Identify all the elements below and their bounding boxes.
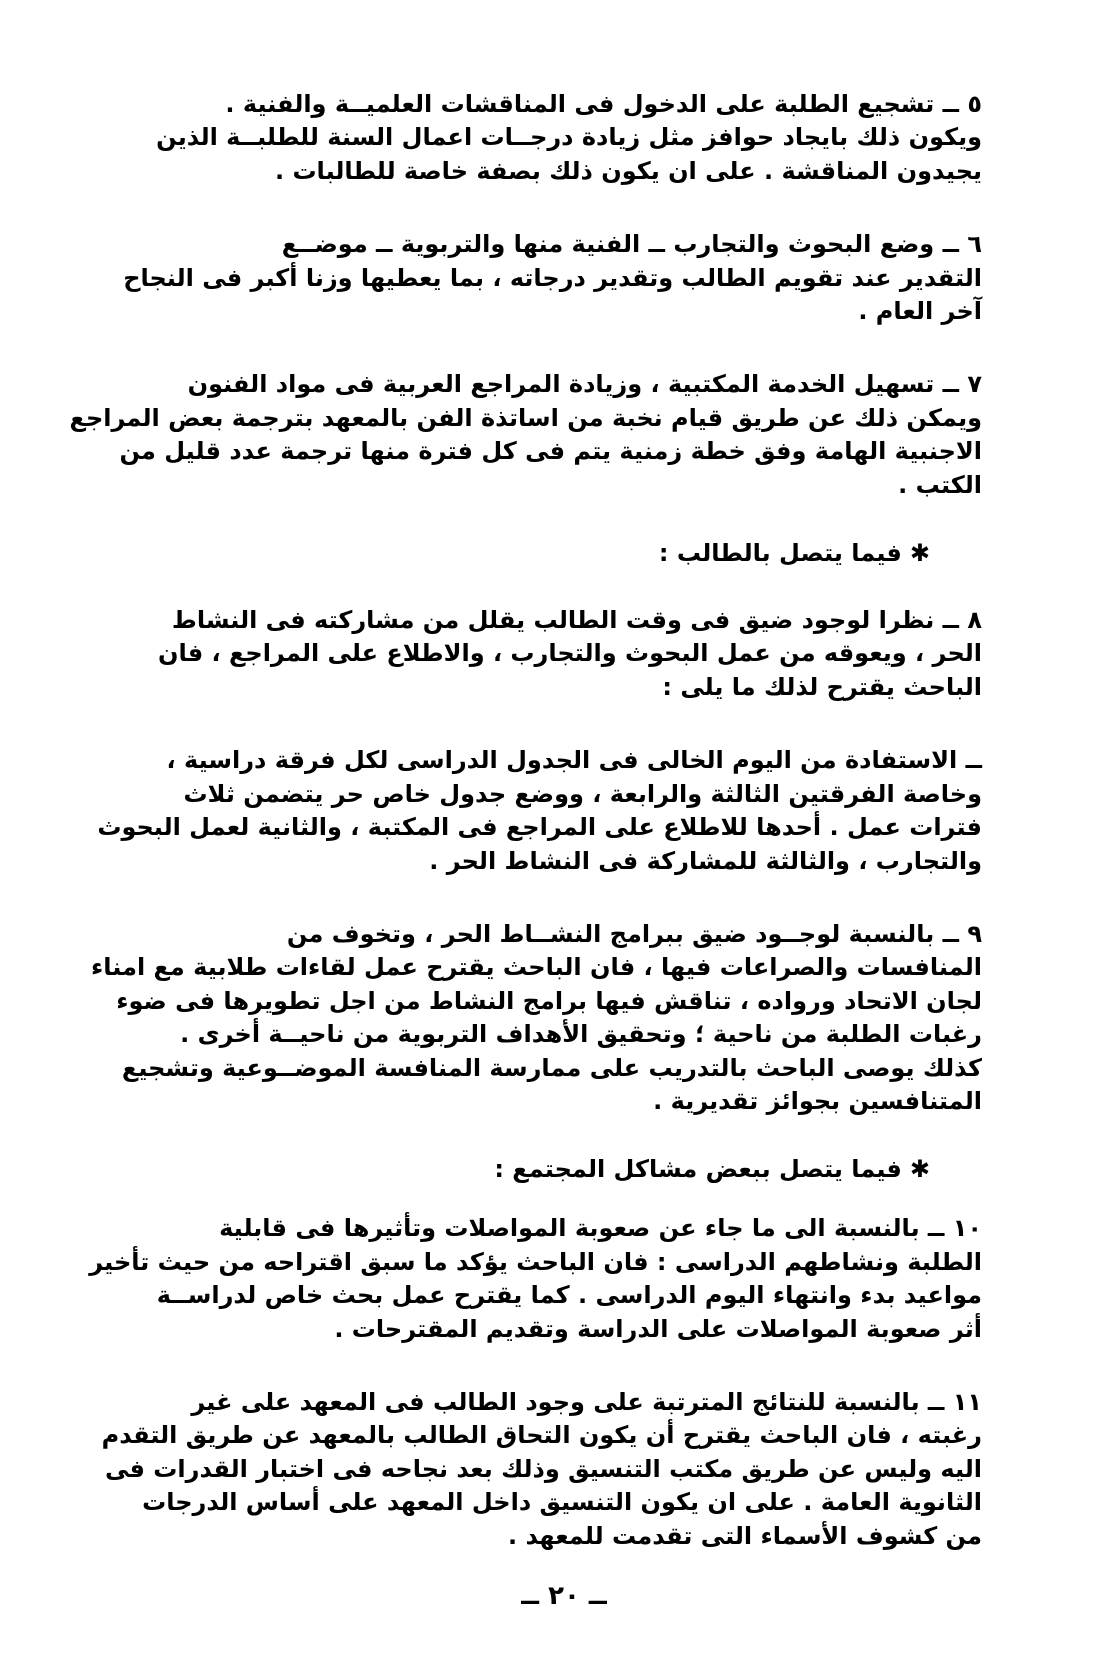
text-line: ٩ ــ بالنسبة لوجــود ضيق ببرامج النشــاط الحر ، وتخوف من <box>286 919 982 948</box>
text-line: رغبات الطلبة من ناحية ؛ وتحقيق الأهداف التربوية من ناحيــة أخرى . <box>180 1020 982 1049</box>
text-line: المتنافسين بجوائز تقديرية . <box>653 1086 982 1115</box>
asterisk-icon: ✱ <box>909 539 930 568</box>
text-line: لجان الاتحاد ورواده ، تناقش فيها برامج النشاط من اجل تطويرها فى ضوء <box>116 986 982 1015</box>
text-line: اليه وليس عن طريق مكتب التنسيق وذلك بعد نجاحه فى اختبار القدرات فى <box>104 1454 982 1483</box>
text-line: رغبته ، فان الباحث يقترح أن يكون التحاق الطالب بالمعهد عن طريق التقدم <box>101 1421 982 1450</box>
asterisk-icon: ✱ <box>909 1155 930 1184</box>
paragraph-9 <box>91 918 982 1118</box>
paragraph-5 <box>150 88 982 188</box>
text-line: ٧ ــ تسهيل الخدمة المكتبية ، وزيادة المراجع العربية فى مواد الفنون <box>187 370 982 399</box>
text-line: ويكون ذلك بايجاد حوافز مثل زيادة درجــات اعمال السنة للطلبــة الذين <box>156 123 982 152</box>
document-body <box>69 88 982 1553</box>
text-line: ٥ ــ تشجيع الطلبة على الدخول فى المناقشات العلميــة والفنية . <box>225 90 982 118</box>
paragraph-8 <box>150 604 982 704</box>
text-line: ٦ ــ وضع البحوث والتجارب ــ الفنية منها والتربوية ــ موضــع <box>281 230 982 259</box>
text-line: من كشوف الأسماء التى تقدمت للمعهد . <box>508 1521 982 1550</box>
paragraph-7 <box>69 368 982 502</box>
section-heading-society <box>150 1152 982 1186</box>
text-line: ٨ ــ نظرا لوجود ضيق فى وقت الطالب يقلل من مشاركته فى النشاط <box>171 606 982 635</box>
text-line: كذلك يوصى الباحث بالتدريب على ممارسة المنافسة الموضــوعية وتشجيع <box>121 1053 982 1082</box>
text-line: والتجارب ، والثالثة للمشاركة فى النشاط الحر . <box>429 846 982 875</box>
text-line: الطلبة ونشاطهم الدراسى : فان الباحث يؤكد ما سبق اقتراحه من حيث تأخير <box>89 1247 982 1276</box>
text-line: يجيدون المناقشة . على ان يكون ذلك بصفة خاصة للطالبات . <box>274 156 982 185</box>
paragraph-8-suggestion <box>97 744 982 878</box>
text-line: مواعيد بدء وانتهاء اليوم الدراسى . كما يقترح عمل بحث خاص لدراســة <box>156 1281 982 1310</box>
text-line: فترات عمل . أحدها للاطلاع على المراجع فى المكتبة ، والثانية لعمل البحوث <box>97 813 982 842</box>
paragraph-10 <box>89 1212 982 1346</box>
text-line: ويمكن ذلك عن طريق قيام نخبة من اساتذة الفن بالمعهد بترجمة بعض المراجع <box>69 403 982 432</box>
text-line: الاجنبية الهامة وفق خطة زمنية يتم فى كل فترة منها ترجمة عدد قليل من <box>119 437 982 466</box>
text-line: الثانوية العامة . على ان يكون التنسيق داخل المعهد على أساس الدرجات <box>142 1488 982 1517</box>
text-line: الباحث يقترح لذلك ما يلى : <box>662 672 982 701</box>
text-line: المنافسات والصراعات فيها ، فان الباحث يقترح عمل لقاءات طلابية مع امناء <box>91 953 982 982</box>
text-line: الحر ، ويعوقه من عمل البحوث والتجارب ، والاطلاع على المراجع ، فان <box>157 639 982 668</box>
heading-text: فيما يتصل ببعض مشاكل المجتمع : <box>494 1155 902 1184</box>
heading-text: فيما يتصل بالطالب : <box>658 539 902 568</box>
paragraph-11 <box>101 1386 982 1553</box>
text-line: أثر صعوبة المواصلات على الدراسة وتقديم المقترحات . <box>334 1314 982 1343</box>
text-line: الكتب . <box>898 470 982 499</box>
text-line: آخر العام . <box>858 297 982 326</box>
text-line: ١١ ــ بالنسبة للنتائج المترتبة على وجود الطالب فى المعهد على غير <box>191 1387 982 1416</box>
text-line: التقدير عند تقويم الطالب وتقدير درجاته ، بما يعطيها وزنا أكبر فى النجاح <box>123 263 982 292</box>
text-line: وخاصة الفرقتين الثالثة والرابعة ، ووضع جدول خاص حر يتضمن ثلاث <box>183 779 982 808</box>
page-number: ــ ٢٠ ــ <box>521 1581 607 1611</box>
paragraph-6 <box>123 228 982 328</box>
section-heading-students <box>150 536 982 570</box>
text-line: ــ الاستفادة من اليوم الخالى فى الجدول الدراسى لكل فرقة دراسية ، <box>166 746 982 775</box>
text-line: ١٠ ــ بالنسبة الى ما جاء عن صعوبة المواصلات وتأثيرها فى قابلية <box>219 1214 982 1243</box>
